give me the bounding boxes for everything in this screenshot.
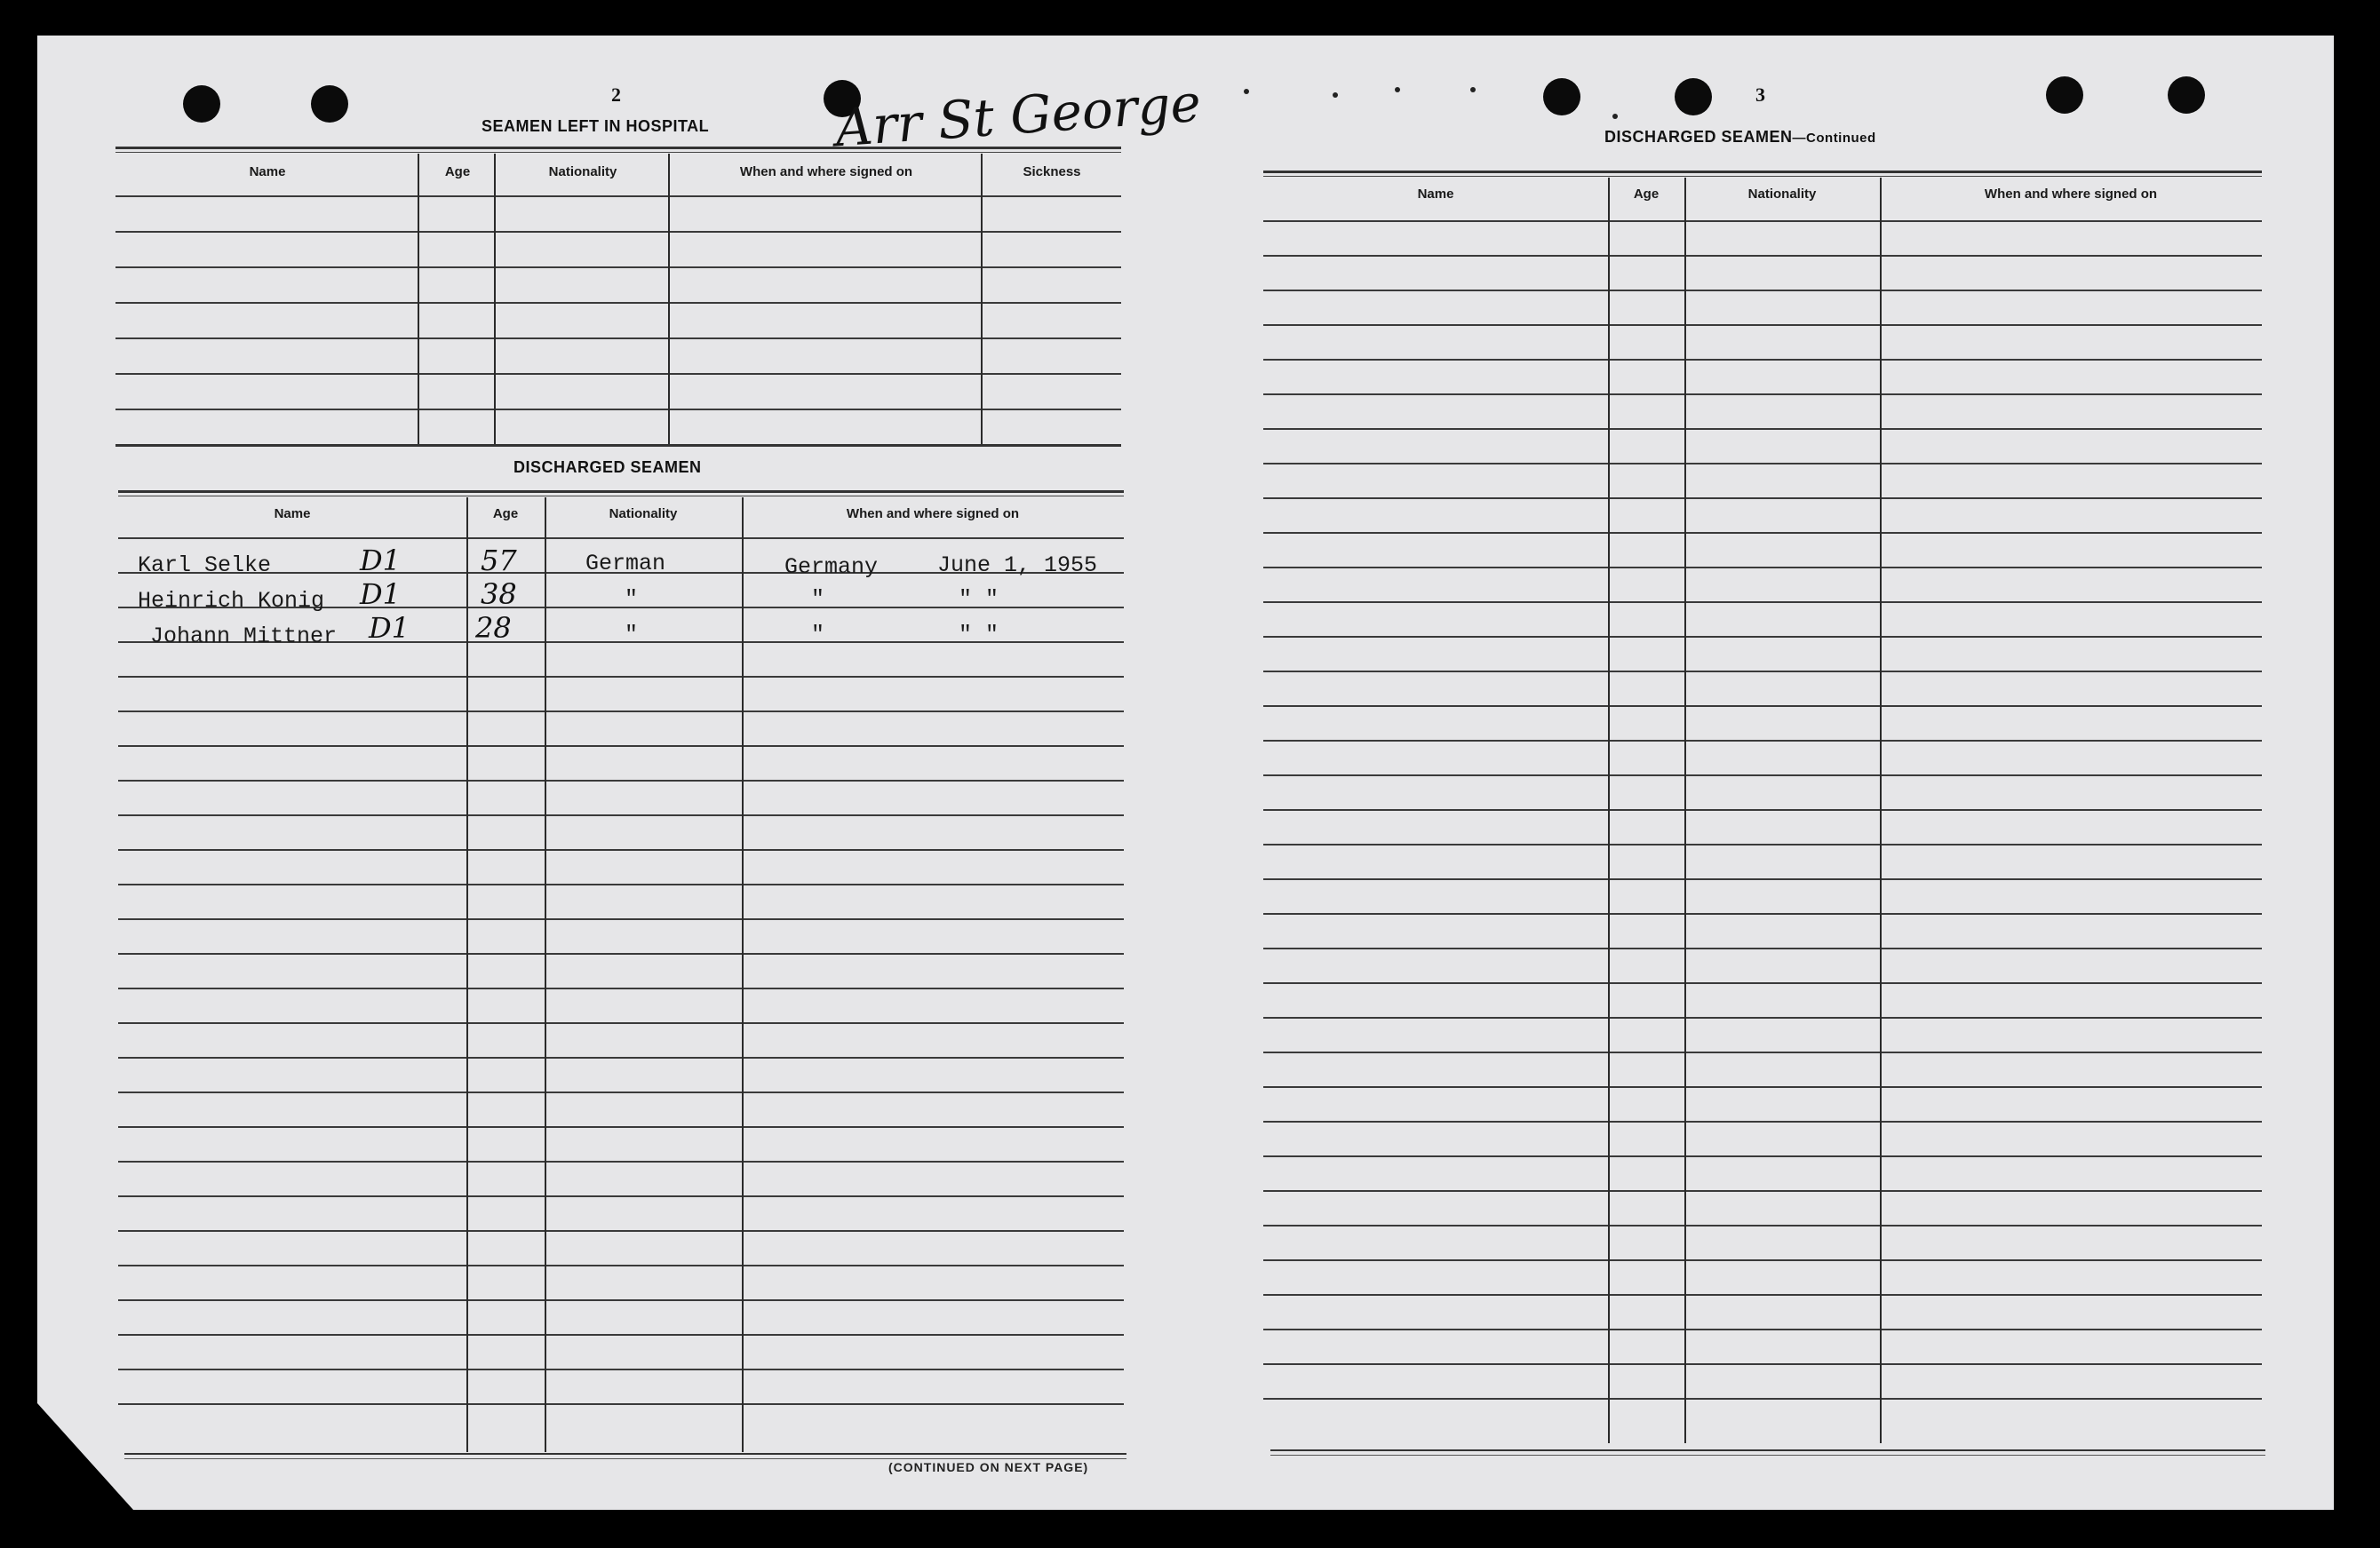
title-main: DISCHARGED SEAMEN <box>1604 128 1793 146</box>
punch-hole <box>1543 78 1580 115</box>
signed-on-place: " <box>811 622 825 647</box>
column-header: When and where signed on <box>846 506 1020 521</box>
column-header: Name <box>274 506 311 521</box>
punch-hole <box>311 85 348 123</box>
column-header: Age <box>1633 187 1660 202</box>
hospital-table <box>115 147 1121 447</box>
column-header: When and where signed on <box>739 164 913 179</box>
ink-speck <box>1244 89 1249 94</box>
discharge-mark: D1 <box>369 611 410 645</box>
column-header: Nationality <box>609 506 678 521</box>
ink-speck <box>1333 92 1338 98</box>
seaman-age: 28 <box>475 611 512 645</box>
seaman-name: Karl Selke <box>138 552 272 578</box>
discharged-table <box>118 490 1124 1454</box>
punch-hole <box>2168 76 2205 114</box>
column-header: Sickness <box>1023 164 1081 179</box>
column-header: Nationality <box>1747 187 1817 202</box>
signed-on-place: Germany <box>784 554 879 580</box>
page-number-right: 3 <box>1755 83 1765 106</box>
discharge-mark: D1 <box>360 577 402 611</box>
punch-hole <box>1675 78 1712 115</box>
handwritten-annotation: Arr St George <box>833 72 1203 159</box>
column-header: When and where signed on <box>1984 187 2158 202</box>
bottom-rule <box>124 1453 1126 1459</box>
signed-on-date: June 1, 1955 <box>937 552 1098 578</box>
seaman-name: Johann Mittner <box>150 623 338 649</box>
discharge-mark: D1 <box>360 544 402 577</box>
punch-hole <box>183 85 220 123</box>
column-header: Name <box>249 164 286 179</box>
seaman-nationality: " <box>625 586 639 612</box>
ink-speck <box>1395 87 1400 92</box>
seaman-nationality: German <box>585 551 666 576</box>
discharged-continued-title <box>1604 128 1876 147</box>
column-header: Name <box>1417 187 1454 202</box>
discharged-section-title: DISCHARGED SEAMEN <box>513 458 702 476</box>
ink-speck <box>1470 87 1476 92</box>
title-suffix: —Continued <box>1792 131 1876 146</box>
page-number-left: 2 <box>611 83 621 106</box>
discharged-table-continued <box>1263 171 2262 1449</box>
column-header: Age <box>492 506 519 521</box>
ink-speck <box>1612 114 1618 119</box>
signed-on-date: " " <box>959 586 999 612</box>
bottom-rule <box>1270 1449 2265 1456</box>
hospital-section-title: SEAMEN LEFT IN HOSPITAL <box>482 117 710 135</box>
seaman-age: 38 <box>481 577 517 611</box>
signed-on-place: " <box>811 586 825 612</box>
seaman-name: Heinrich Konig <box>138 588 325 614</box>
column-header: Age <box>444 164 471 179</box>
seaman-age: 57 <box>481 544 517 577</box>
seaman-nationality: " <box>625 622 639 647</box>
signed-on-date: " " <box>959 622 999 647</box>
column-header: Nationality <box>548 164 617 179</box>
continued-note: (CONTINUED ON NEXT PAGE) <box>888 1460 1089 1474</box>
punch-hole <box>2046 76 2083 114</box>
